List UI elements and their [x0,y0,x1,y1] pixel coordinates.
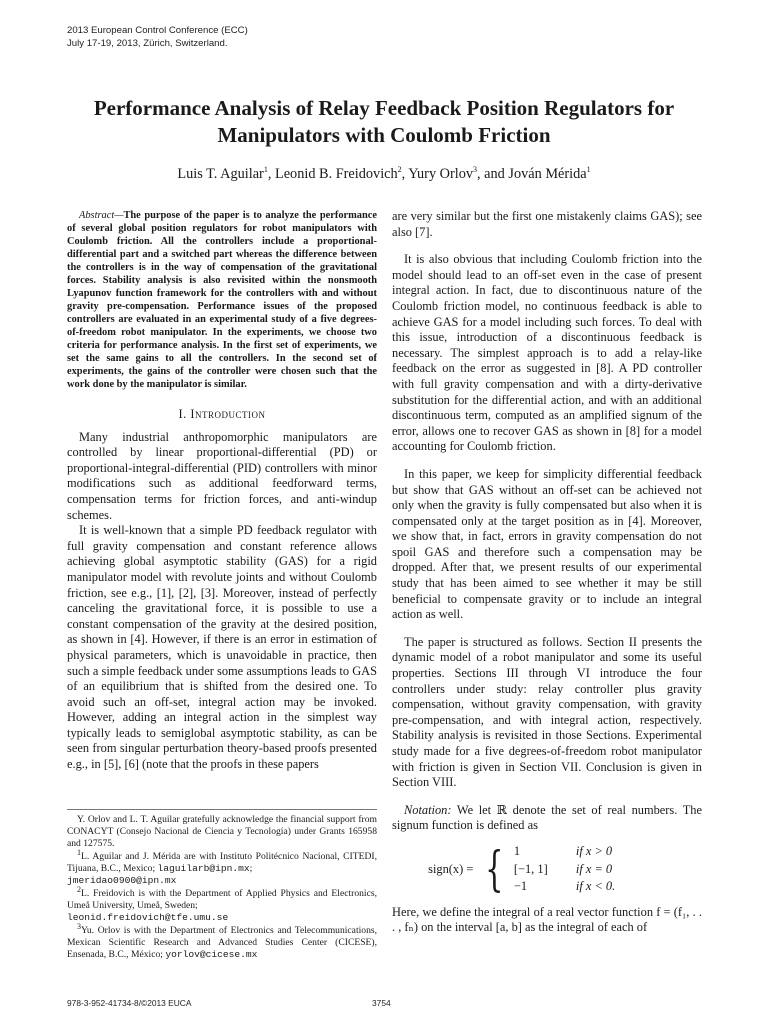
footnote-1-marker: 1 [77,847,81,857]
equation-brace: { [485,841,504,898]
footnote-1 [67,847,377,887]
footnote-3-text: Yu. Orlov is with the Department of Electronics and Telecommunications, Mexican Scientific Research and Advanced Studies Center (CICESE), Ensenada, B.C., México; [67,925,377,960]
footnote-2-text: L. Freidovich is with the Department of Applied Physics and Electronics, Umeå University, Umeå, Sweden; [67,888,377,911]
equation-lhs: sign(x) = [428,861,474,876]
email-link[interactable]: yorlov@cicese.mx [165,949,258,960]
abstract-label: Abstract [79,210,115,221]
author-1: Luis T. Aguilar [177,166,264,182]
abstract-text: The purpose of the paper is to analyze the performance of several global position regulators for robot manipulators with Coulomb friction. All the controllers include a proportional-differential part and a switched part whereas the difference between the controllers is in the way of compensation of the gravitational forces. Stability analysis is also revisited within the nonsmooth Lyapunov function framework for the controllers with and without gravity pre-compensation. Performance issues of the proposed controllers are evaluated in an experimental study of a five degrees-of-freedom robot manipulator. In the experiments, we choose two criteria for performance analysis. In the first set of experiments, we set the same gains to all the controllers. In the second set of experiments, the gains of the controller were chosen such that the work done by the manipulator is similar. [67,210,377,390]
author-4-affiliation: 1 [586,165,591,175]
author-4: Jován Mérida [508,166,587,182]
author-separator: , [401,166,409,182]
equation-cases [514,844,666,895]
left-column [67,209,377,773]
conference-header [67,24,248,50]
author-1-affiliation: 1 [263,165,268,175]
footnote-funding: Y. Orlov and L. T. Aguilar gratefully acknowledge the financial support from CONACYT (Consejo Nacional de Ciencia y Tecnología) under Grants 165958 and 127575. [67,814,377,849]
page-number: 3754 [372,998,391,1008]
notation-text: We let ℝ denote the set of real numbers. The signum function is defined as [392,802,702,833]
author-3: Yury Orlov [408,166,474,182]
author-separator: , [267,166,275,182]
email-link[interactable]: laguilarb@ipn.mx [157,863,250,874]
footnotes [67,809,377,962]
conference-date: July 17-19, 2013, Zürich, Switzerland. [67,38,228,49]
case-condition: if x = 0 [575,861,613,876]
footnote-2-marker: 2 [77,884,81,894]
paragraph-structure: The paper is structured as follows. Section II presents the dynamic model of a robot manipulator and some its useful properties. Sections III through VI introduce the four controllers under study: relay controller plus gravity compensation, without gravity compensation, with gravity pre-compensation, and with integral action, respectively. Stability analysis is revisited in those Sections. Experimental study made for a five degrees-of-freedom robot manipulator with friction is given in Section VII. Conclusion is given in Section VIII. [392,634,702,790]
author-3-affiliation: 3 [473,165,478,175]
section-title: Introduction [190,407,266,421]
author-2: Leonid B. Freidovich [274,166,398,182]
case-value: −1 [513,879,528,894]
signum-equation [392,841,702,898]
section-number: I. [178,407,187,421]
abstract [67,209,377,391]
notation-label: Notation: [404,802,452,817]
footer-isbn: 978-3-952-41734-8/©2013 EUCA [67,998,192,1008]
intro-paragraph-1: Many industrial anthropomorphic manipulators are controlled by linear proportional-differential (PD) or proportional-integral-differential (PID) controllers with minor modifications such as additional feedforward terms, compensation terms for friction forces, and anti-windup schemes. [67,429,377,522]
footnote-3 [67,921,377,961]
paper-title: Performance Analysis of Relay Feedback Position Regulators for Manipulators with Coulomb Friction [93,96,675,147]
case-value: [−1, 1] [513,861,548,876]
email-link[interactable]: leonid.freidovich@tfe.umu.se [67,912,229,923]
paragraph-continuation: are very similar but the first one mistakenly claims GAS); see also [7]. [392,209,702,239]
author-list [60,165,708,183]
section-heading-introduction [67,407,377,423]
footnote-1-separator: ; [249,863,253,874]
author-2-affiliation: 2 [397,165,402,175]
right-column [392,209,702,936]
footnote-1-text: L. Aguilar and J. Mérida are with Instituto Politécnico Nacional, CITEDI, Tijuana, B.C., Mexico; [67,851,377,874]
paragraph-coulomb: It is also obvious that including Coulomb friction into the model should lead to an off-set even in the case of present integral action. In fact, due to discontinuous nature of the Coulomb friction model, no continuous feedback is able to achieve GAS for a model including such forces. To deal with this issue, introduction of a discontinuous feedback is necessary. The simplest approach is to add a relay-like feedback on the error as suggested in [8]. A PD controller with full gravity compensation and with a dirty-derivative substitution for the differential action, and with an additional discontinuous term, computed as an amplified signum of the error, allows one to recover GAS as shown in [8] for a model accounting for Coulomb friction. [392,252,702,454]
paragraph-notation [392,803,702,834]
case-condition: if x < 0. [575,879,616,894]
email-link[interactable]: jmeridao0900@ipn.mx [67,875,177,886]
conference-name: 2013 European Control Conference (ECC) [67,25,248,36]
case-value: 1 [513,843,521,858]
author-conjunction: , and [477,166,509,182]
footnote-2 [67,884,377,924]
case-condition: if x > 0 [575,843,613,858]
paragraph-contribution: In this paper, we keep for simplicity differential feedback but show that GAS without an off-set can be achieved not only when the gravity is fully compensated but also when it is compensated only at the target position as in [4]. Moreover, we show that, in fact, errors in gravity compensation do not spoil GAS and therefore such a compensation may be dropped. After that, we present results of our experimental study that has been aimed to see whether it may be still beneficial to compensate gravity or to include an integral action as well. [392,466,702,622]
footnote-3-marker: 3 [77,921,81,931]
paragraph-integral-definition: Here, we define the integral of a real vector function f = (f₁, . . . , fₙ) on the interval [a, b] as the integral of each of [392,904,702,935]
intro-paragraph-2: It is well-known that a simple PD feedback regulator with full gravity compensation and constant reference allows achieving global asymptotic stability (GAS) for a rigid manipulator model with revolute joints and without Coulomb friction, see e.g., [1], [2], [3]. Moreover, instead of perfectly canceling the gravitational force, it is possible to use a constant compensation of the gravity at the desired position, as shown in [4]. However, if there is an error in estimation of physical parameters, which is unavoidable in practice, then such a simple feedback under some assumptions leads to GAS of an equilibrium that is shifted from the desired one. To avoid such an off-set, integral action may be invoked. However, adding an integral action in the simplest way typically leads to semiglobal asymptotic stability, as can be seen from singular perturbation theory-based proofs presented e.g., in [5], [6] (note that the proofs in these papers [67,523,377,772]
abstract-dash: — [114,210,124,221]
